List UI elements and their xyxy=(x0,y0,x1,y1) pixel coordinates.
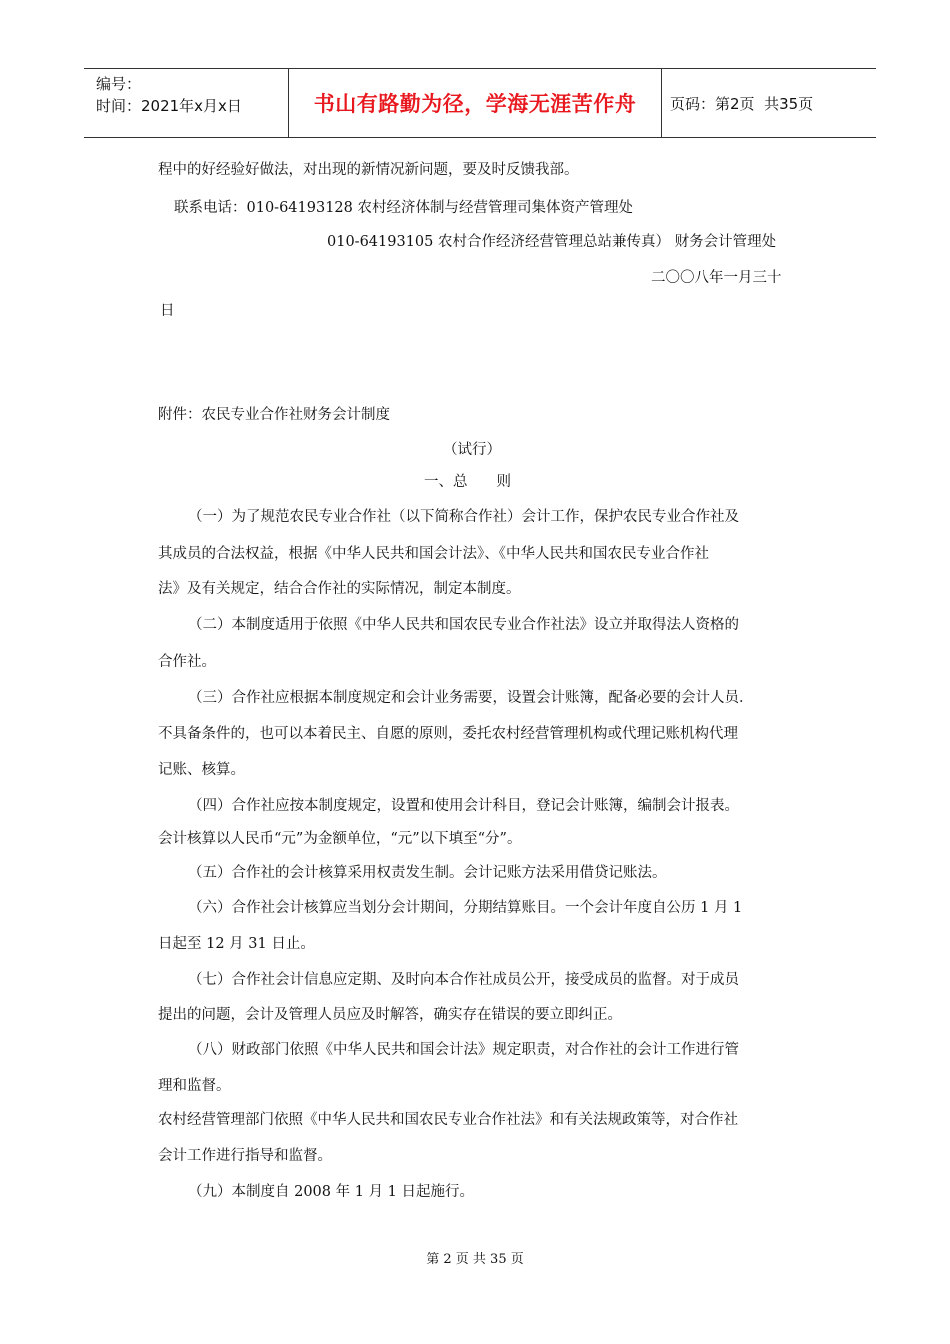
contact-line-1: 联系电话：010-64193128 农村经济体制与经营管理司集体资产管理处 xyxy=(174,200,633,216)
paragraph-line: 会计工作进行指导和监督。 xyxy=(158,1148,332,1164)
page-header xyxy=(84,68,876,138)
page-footer: 第 2 页 共 35 页 xyxy=(426,1252,524,1267)
header-motto: 书山有路勤为径，学海无涯苦作舟 xyxy=(288,69,662,137)
paragraph-line: 记账、核算。 xyxy=(158,762,245,778)
paragraph-line: 合作社。 xyxy=(158,654,216,670)
paragraph-line: 日起至 12 月 31 日止。 xyxy=(158,936,315,952)
paragraph-line: 其成员的合法权益，根据《中华人民共和国会计法》、《中华人民共和国农民专业合作社 xyxy=(158,546,709,562)
contact-line-2: 010-64193105 农村合作经济经营管理总站兼传真） 财务会计管理处 xyxy=(327,234,777,250)
paragraph-line: （三）合作社应根据本制度规定和会计业务需要，设置会计账簿，配备必要的会计人员． xyxy=(188,690,754,706)
date-line-cont: 日 xyxy=(160,303,175,319)
paragraph-line: （六）合作社会计核算应当划分会计期间，分期结算账目。一个会计年度自公历 1 月 1 xyxy=(188,900,743,916)
body-line: 程中的好经验好做法，对出现的新情况新问题，要及时反馈我部。 xyxy=(158,162,579,178)
paragraph-line: （八）财政部门依照《中华人民共和国会计法》规定职责，对合作社的会计工作进行管 xyxy=(188,1042,739,1058)
attachment-title: 附件：农民专业合作社财务会计制度 xyxy=(158,407,390,423)
header-meta xyxy=(84,69,288,137)
paragraph-line: 提出的问题，会计及管理人员应及时解答，确实存在错误的要立即纠正。 xyxy=(158,1007,622,1023)
paragraph-line: （七）合作社会计信息应定期、及时向本合作社成员公开，接受成员的监督。对于成员 xyxy=(188,972,739,988)
paragraph-line: 理和监督。 xyxy=(158,1078,231,1094)
date-line: 二〇〇八年一月三十 xyxy=(651,270,782,286)
paragraph-line: （一）为了规范农民专业合作社（以下简称合作社）会计工作，保护农民专业合作社及 xyxy=(188,509,739,525)
paragraph-line: （九）本制度自 2008 年 1 月 1 日起施行。 xyxy=(188,1184,475,1200)
paragraph-line: 法》及有关规定，结合合作社的实际情况，制定本制度。 xyxy=(158,581,521,597)
paragraph-line: （二）本制度适用于依照《中华人民共和国农民专业合作社法》设立并取得法人资格的 xyxy=(188,617,739,633)
document-time-label: 时间：2021年x月x日 xyxy=(96,97,242,115)
header-page-info: 页码：第2页 共35页 xyxy=(670,94,814,113)
section-heading: 一、总 则 xyxy=(424,474,511,490)
trial-label: （试行） xyxy=(443,442,501,458)
paragraph-line: 农村经营管理部门依照《中华人民共和国农民专业合作社法》和有关法规政策等，对合作社 xyxy=(158,1112,738,1128)
paragraph-line: 会计核算以人民币“元”为金额单位，“元”以下填至“分”。 xyxy=(158,831,522,847)
paragraph-line: 不具备条件的，也可以本着民主、自愿的原则，委托农村经营管理机构或代理记账机构代理 xyxy=(158,726,738,742)
paragraph-line: （五）合作社的会计核算采用权责发生制。会计记账方法采用借贷记账法。 xyxy=(188,865,667,881)
document-number-label: 编号： xyxy=(96,75,142,93)
paragraph-line: （四）合作社应按本制度规定，设置和使用会计科目，登记会计账簿，编制会计报表。 xyxy=(188,798,739,814)
